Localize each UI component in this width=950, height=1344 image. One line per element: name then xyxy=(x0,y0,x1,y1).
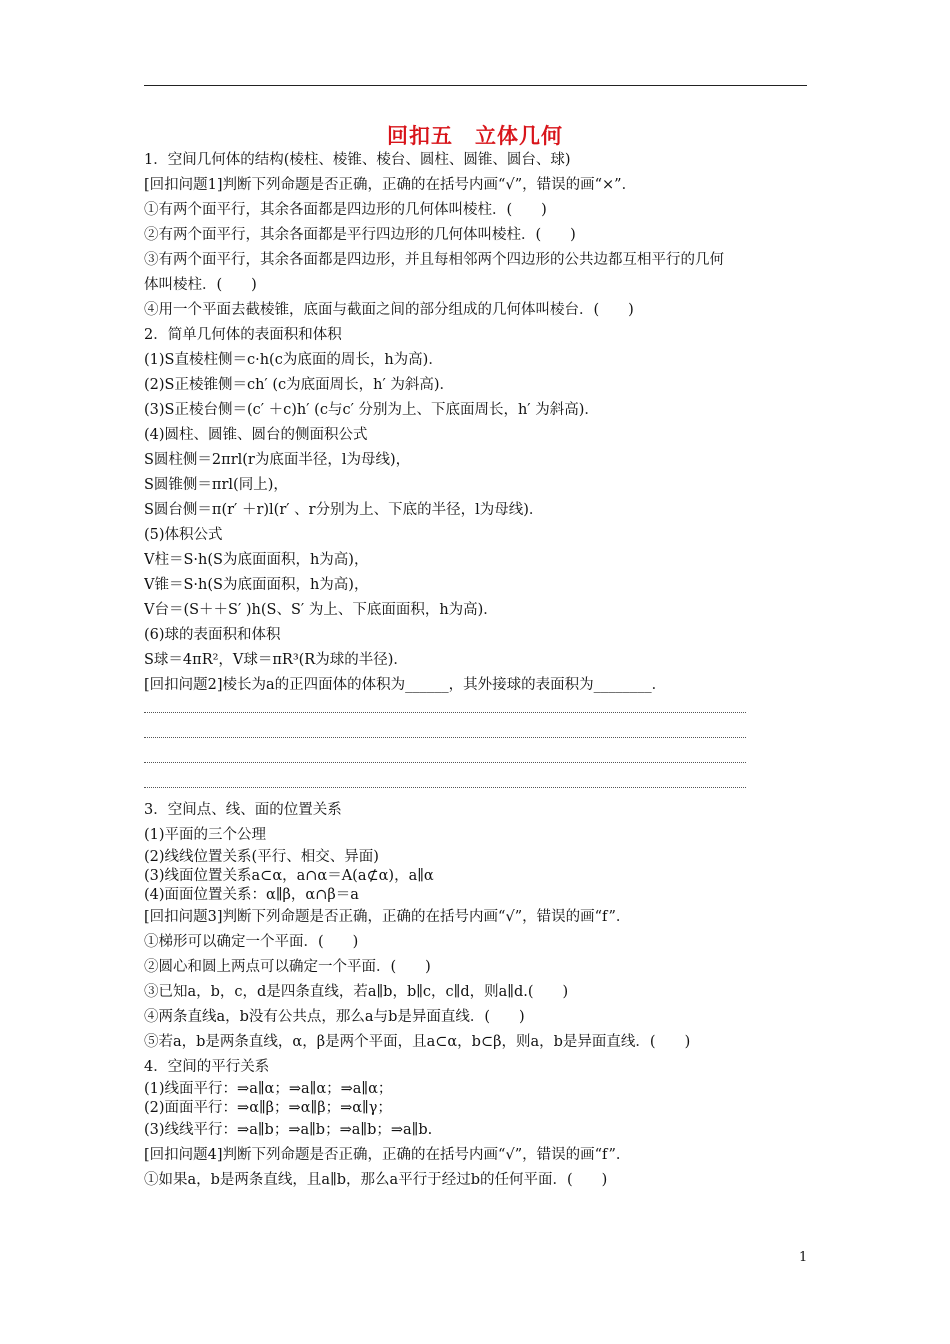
answer-blank-line xyxy=(144,723,816,748)
text-line: 3．空间点、线、面的位置关系 xyxy=(144,802,342,818)
text-line: S圆台侧＝π(r′ ＋r)l(r′ 、r分别为上、下底的半径，l为母线)． xyxy=(144,502,544,518)
text-line: V台＝(S＋＋S′ )h(S、S′ 为上、下底面面积，h为高)． xyxy=(144,602,498,618)
text-line: V锥＝S·h(S为底面面积，h为高)， xyxy=(144,577,369,593)
header-rule xyxy=(144,85,807,86)
answer-blank-line xyxy=(144,773,816,798)
text-line: ③已知a，b，c，d是四条直线，若a∥b，b∥c，c∥d，则a∥d.( ) xyxy=(144,984,569,1000)
text-line: [回扣问题4]判断下列命题是否正确，正确的在括号内画“√”，错误的画“f”． xyxy=(144,1147,631,1163)
text-line: [回扣问题1]判断下列命题是否正确，正确的在括号内画“√”，错误的画“×”． xyxy=(144,177,637,193)
text-line: (1)S直棱柱侧＝c·h(c为底面的周长，h为高)． xyxy=(144,352,443,368)
text-line: ②圆心和圆上两点可以确定一个平面．( ) xyxy=(144,959,431,975)
text-line: S球＝4πR²，V球＝πR³(R为球的半径)． xyxy=(144,652,408,668)
text-line: ②有两个面平行，其余各面都是平行四边形的几何体叫棱柱．( ) xyxy=(144,227,576,243)
text-line: 体叫棱柱．( ) xyxy=(144,277,257,293)
text-line: ①有两个面平行，其余各面都是四边形的几何体叫棱柱．( ) xyxy=(144,202,547,218)
text-line: (4)面面位置关系：α∥β，α∩β＝a xyxy=(144,887,359,903)
page-number: 1 xyxy=(799,1250,808,1265)
text-line: ③有两个面平行，其余各面都是四边形，并且每相邻两个四边形的公共边都互相平行的几何 xyxy=(144,252,724,268)
text-line: (5)体积公式 xyxy=(144,527,223,543)
text-line: (2)面面平行：⇒α∥β；⇒α∥β；⇒α∥γ； xyxy=(144,1100,392,1116)
text-line: (1)线面平行：⇒a∥α；⇒a∥α；⇒a∥α； xyxy=(144,1081,393,1097)
text-line: (3)S正棱台侧＝(c′ ＋c)h′ (c与c′ 分别为上、下底面周长，h′ 为斜高)． xyxy=(144,402,599,418)
text-line: (2)线线位置关系(平行、相交、异面) xyxy=(144,849,379,865)
page-title: 回扣五 立体几何 xyxy=(387,124,563,148)
text-line: 1．空间几何体的结构(棱柱、棱锥、棱台、圆柱、圆锥、圆台、球) xyxy=(144,152,571,168)
text-line: (4)圆柱、圆锥、圆台的侧面积公式 xyxy=(144,427,368,443)
answer-blank-line xyxy=(144,698,816,723)
text-line: ①梯形可以确定一个平面．( ) xyxy=(144,934,359,950)
text-line: (1)平面的三个公理 xyxy=(144,827,267,843)
text-line: [回扣问题2]棱长为a的正四面体的体积为______，其外接球的表面积为________． xyxy=(144,677,667,693)
text-line: (6)球的表面积和体积 xyxy=(144,627,281,643)
text-line: ⑤若a，b是两条直线，α，β是两个平面，且a⊂α，b⊂β，则a，b是异面直线．( ) xyxy=(144,1034,691,1050)
text-line: ④两条直线a，b没有公共点，那么a与b是异面直线．( ) xyxy=(144,1009,525,1025)
text-line: V柱＝S·h(S为底面面积，h为高)， xyxy=(144,552,369,568)
text-line: 4．空间的平行关系 xyxy=(144,1059,270,1075)
text-line: ④用一个平面去截棱锥，底面与截面之间的部分组成的几何体叫棱台．( ) xyxy=(144,302,634,318)
document-body xyxy=(144,148,816,1193)
answer-blank-line xyxy=(144,748,816,773)
text-line: (3)线线平行：⇒a∥b；⇒a∥b；⇒a∥b；⇒a∥b. xyxy=(144,1122,433,1138)
text-line: [回扣问题3]判断下列命题是否正确，正确的在括号内画“√”，错误的画“f”． xyxy=(144,909,631,925)
text-line: (3)线面位置关系a⊂α，a∩α＝A(a⊄α)，a∥α xyxy=(144,868,434,884)
text-line: ①如果a，b是两条直线，且a∥b，那么a平行于经过b的任何平面．( ) xyxy=(144,1172,608,1188)
text-line: (2)S正棱锥侧＝ch′ (c为底面周长，h′ 为斜高)． xyxy=(144,377,455,393)
text-line: 2．简单几何体的表面积和体积 xyxy=(144,327,342,343)
text-line: S圆柱侧＝2πrl(r为底面半径，l为母线)， xyxy=(144,452,411,468)
text-line: S圆锥侧＝πrl(同上)， xyxy=(144,477,288,493)
